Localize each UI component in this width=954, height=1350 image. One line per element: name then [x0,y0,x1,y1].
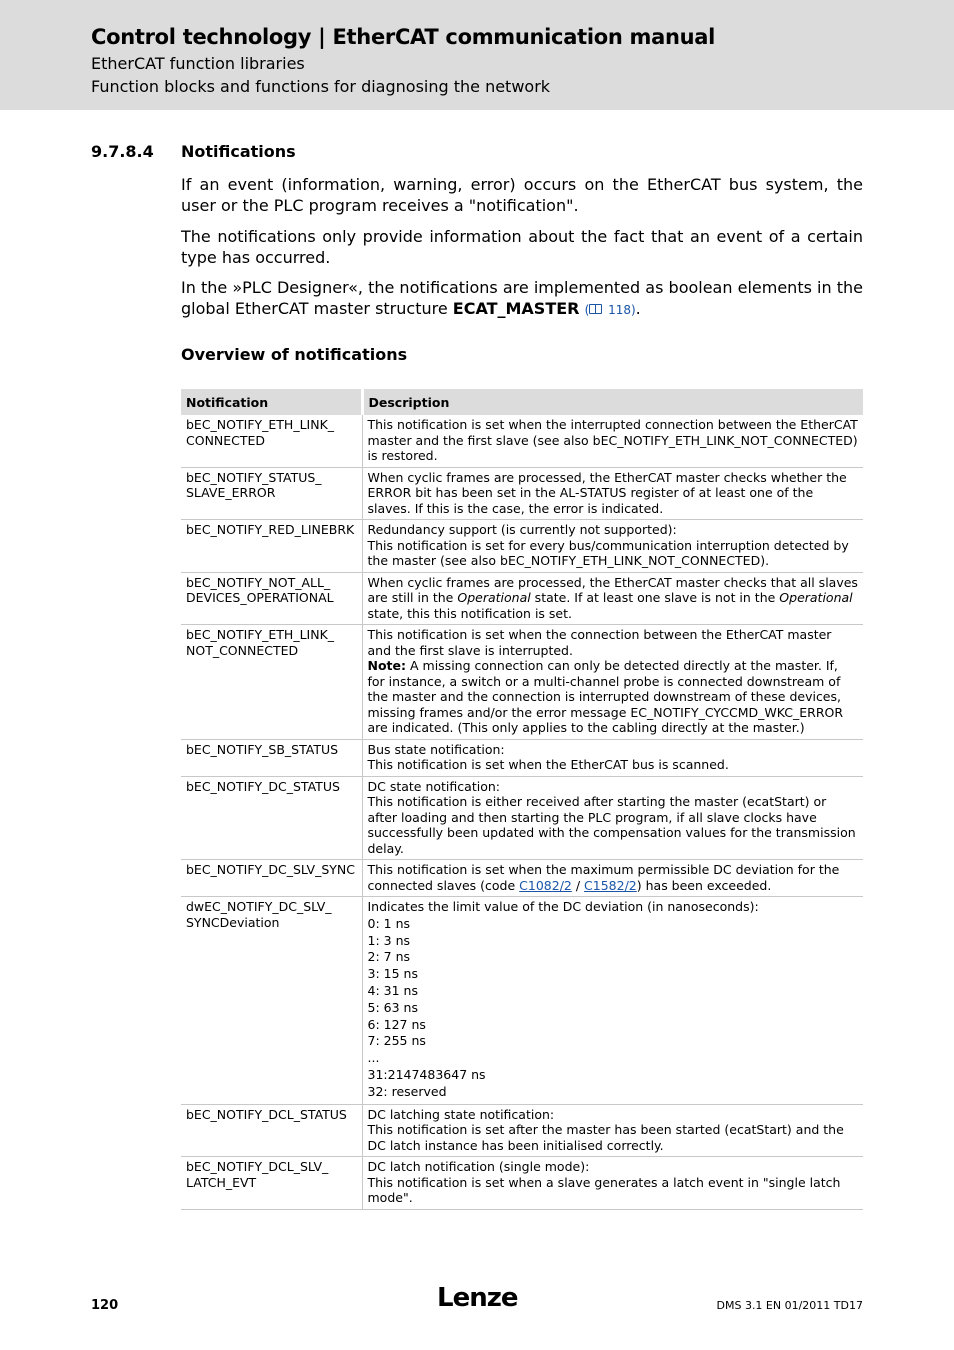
table-row [181,739,863,776]
paragraph-plc-designer: In the »PLC Designer«, the notifications are implemented as boolean elements in the global EtherCAT master structure ECAT_MASTER ( 118). [181,278,863,318]
notification-name: bEC_NOTIFY_STATUS_ SLAVE_ERROR [181,467,362,520]
paragraph-intro: If an event (information, warning, error) occurs on the EtherCAT bus system, the user or the PLC program receives a "notification". [181,175,863,215]
notification-name: bEC_NOTIFY_DCL_STATUS [181,1104,362,1157]
table-row [181,1157,863,1210]
notification-name: dwEC_NOTIFY_DC_SLV_ SYNCDeviation [181,897,362,1105]
table-row [181,625,863,740]
section-path: Function blocks and functions for diagnosing the network [91,77,551,96]
notification-name: bEC_NOTIFY_DC_SLV_SYNC [181,860,362,897]
notification-name: bEC_NOTIFY_SB_STATUS [181,739,362,776]
notification-name: bEC_NOTIFY_NOT_ALL_ DEVICES_OPERATIONAL [181,572,362,625]
note-label: Note: [367,658,407,673]
notification-name: bEC_NOTIFY_ETH_LINK_ NOT_CONNECTED [181,625,362,740]
notification-description: This notification is set when the maximum permissible DC deviation for the connected slaves (code C1082/2 / C1582/2) has been exceeded. [362,860,863,897]
column-header-notification: Notification [181,389,362,415]
notification-description: DC state notification: This notification is either received after starting the master (ecatStart) or after loading and then starting the PLC program, if all slave clocks have successfully been updated with the compensation values for the transmission delay. [362,776,863,860]
table-header-row [181,389,863,415]
ecat-master-term: ECAT_MASTER [452,299,580,318]
table-row [181,520,863,573]
document-title: Control technology | EtherCAT communication manual [91,25,716,49]
notification-name: bEC_NOTIFY_DCL_SLV_ LATCH_EVT [181,1157,362,1210]
notification-name: bEC_NOTIFY_DC_STATUS [181,776,362,860]
notification-description: When cyclic frames are processed, the EtherCAT master checks that all slaves are still in the Operational state. If at least one slave is not in the Operational state, this this notification is set. [362,572,863,625]
notification-name: bEC_NOTIFY_ETH_LINK_ CONNECTED [181,415,362,467]
section-title: Notifications [181,142,296,161]
table-row [181,776,863,860]
notification-description: When cyclic frames are processed, the EtherCAT master checks whether the ERROR bit has been set in the AL-STATUS register of at least one of the slaves. If this is the case, the error is indicated. [362,467,863,520]
table-row [181,1104,863,1157]
book-icon [589,304,602,314]
code-link-c1582[interactable]: C1582/2 [584,877,637,893]
page-header [0,0,954,110]
chapter-title: EtherCAT function libraries [91,54,305,73]
table-row [181,897,863,1105]
notifications-table [181,389,863,1210]
section-number: 9.7.8.4 [91,142,154,161]
paragraph-info: The notifications only provide information about the fact that an event of a certain type has occurred. [181,227,863,267]
notification-description: Redundancy support (is currently not supported): This notification is set for every bus/communication interruption detected by the master (see also bEC_NOTIFY_ETH_LINK_NOT_CONNECTED). [362,520,863,573]
page-number: 120 [91,1298,119,1313]
overview-heading: Overview of notifications [181,345,408,364]
table-row [181,415,863,467]
notification-description: DC latch notification (single mode): This notification is set when a slave generates a latch event in "single latch mode". [362,1157,863,1210]
page-reference-link[interactable]: ( 118) [584,303,636,317]
table-row [181,860,863,897]
notification-description: Indicates the limit value of the DC deviation (in nanoseconds): 0: 1 ns 1: 3 ns 2: 7 ns 3: 15 ns 4: 31 ns 5: 63 ns 6: 127 ns 7: 255 ns ... 31:2147483647 ns 32: reserved [362,897,863,1105]
notification-description: Bus state notification: This notification is set when the EtherCAT bus is scanned. [362,739,863,776]
notification-description: This notification is set when the connection between the EtherCAT master and the first slave is interrupted. Note: A missing connection can only be detected directly at the master. If, for instance, a switch or a multi-channel probe is connected downstream of the master and the connection is interrupted downstream of these devices, missing frames and/or the error message EC_NOTIFY_CYCCMD_WKC_ERROR are indicated. (This only applies to the cabling directly at the master.) [362,625,863,740]
lenze-logo: Lenze [437,1283,518,1313]
paragraph-text: In the »PLC Designer«, the notifications are implemented as boolean elements in the global EtherCAT master structure [181,278,863,318]
table-row [181,572,863,625]
column-header-description: Description [362,389,863,415]
code-link-c1082[interactable]: C1082/2 [519,877,572,893]
notification-name: bEC_NOTIFY_RED_LINEBRK [181,520,362,573]
table-row [181,467,863,520]
notification-description: This notification is set when the interrupted connection between the EtherCAT master and the first slave (see also bEC_NOTIFY_ETH_LINK_NOT_CONNECTED) is restored. [362,415,863,467]
document-id: DMS 3.1 EN 01/2011 TD17 [716,1299,863,1312]
notification-description: DC latching state notification: This notification is set after the master has been started (ecatStart) and the DC latch instance has been initialised correctly. [362,1104,863,1157]
